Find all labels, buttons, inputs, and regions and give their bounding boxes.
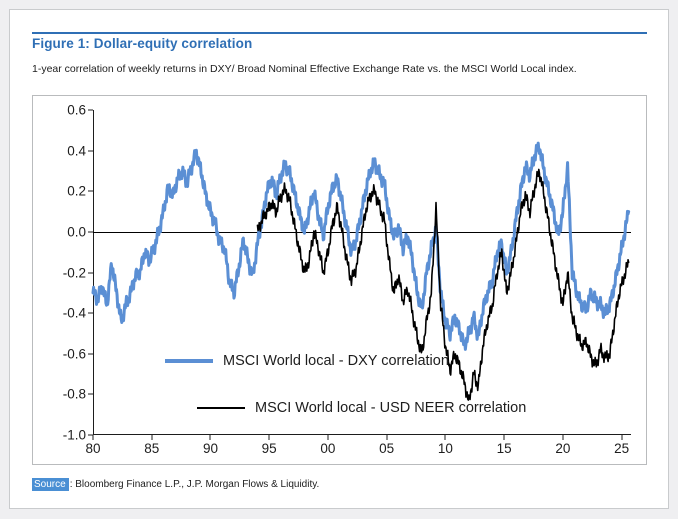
x-tick-label: 90 bbox=[202, 441, 218, 456]
chart-series-layer bbox=[93, 110, 631, 435]
x-tick-mark bbox=[151, 435, 152, 440]
source-line bbox=[32, 478, 319, 491]
x-tick-mark bbox=[504, 435, 505, 440]
chart-plot-frame bbox=[32, 95, 647, 465]
source-text: : Bloomberg Finance L.P., J.P. Morgan Flows & Liquidity. bbox=[69, 479, 320, 490]
x-tick-mark bbox=[562, 435, 563, 440]
y-tick-label: 0.2 bbox=[67, 183, 86, 199]
legend-swatch-dxy bbox=[165, 359, 213, 363]
x-tick-mark bbox=[210, 435, 211, 440]
y-tick-label: -1.0 bbox=[62, 427, 86, 443]
y-tick-label: 0.6 bbox=[67, 102, 86, 118]
y-tick-label: -0.6 bbox=[62, 346, 86, 362]
x-tick-label: 00 bbox=[320, 441, 336, 456]
figure-title: Figure 1: Dollar-equity correlation bbox=[32, 36, 253, 51]
x-tick-label: 85 bbox=[144, 441, 160, 456]
x-tick-mark bbox=[621, 435, 622, 440]
legend-swatch-neer bbox=[197, 407, 245, 409]
x-tick-mark bbox=[93, 435, 94, 440]
title-rule bbox=[32, 32, 647, 34]
y-tick-label: 0.0 bbox=[67, 224, 86, 240]
legend-label-dxy: MSCI World local - DXY correlation bbox=[223, 353, 449, 369]
chart-plot-area bbox=[62, 102, 631, 456]
figure-card bbox=[9, 9, 669, 509]
series-line bbox=[93, 143, 629, 349]
x-tick-label: 05 bbox=[379, 441, 395, 456]
x-tick-label: 80 bbox=[85, 441, 101, 456]
x-tick-mark bbox=[386, 435, 387, 440]
y-tick-label: -0.2 bbox=[62, 265, 86, 280]
x-tick-mark bbox=[445, 435, 446, 440]
legend-item-dxy bbox=[165, 353, 449, 369]
y-tick-label: -0.4 bbox=[62, 305, 86, 321]
x-tick-label: 25 bbox=[614, 441, 630, 456]
y-tick-label: -0.8 bbox=[62, 386, 86, 402]
legend-label-neer: MSCI World local - USD NEER correlation bbox=[255, 400, 527, 416]
x-tick-mark bbox=[269, 435, 270, 440]
x-tick-label: 10 bbox=[437, 441, 453, 456]
x-tick-label: 95 bbox=[261, 441, 277, 456]
y-tick-label: 0.4 bbox=[67, 143, 86, 159]
x-tick-label: 20 bbox=[555, 441, 571, 456]
source-highlight: Source bbox=[32, 478, 69, 491]
x-tick-label: 15 bbox=[496, 441, 512, 456]
legend-item-neer bbox=[197, 400, 526, 416]
figure-subtitle: 1-year correlation of weekly returns in DXY/ Broad Nominal Effective Exchange Rate vs. the MSCI World Local index. bbox=[32, 63, 577, 75]
x-tick-mark bbox=[327, 435, 328, 440]
